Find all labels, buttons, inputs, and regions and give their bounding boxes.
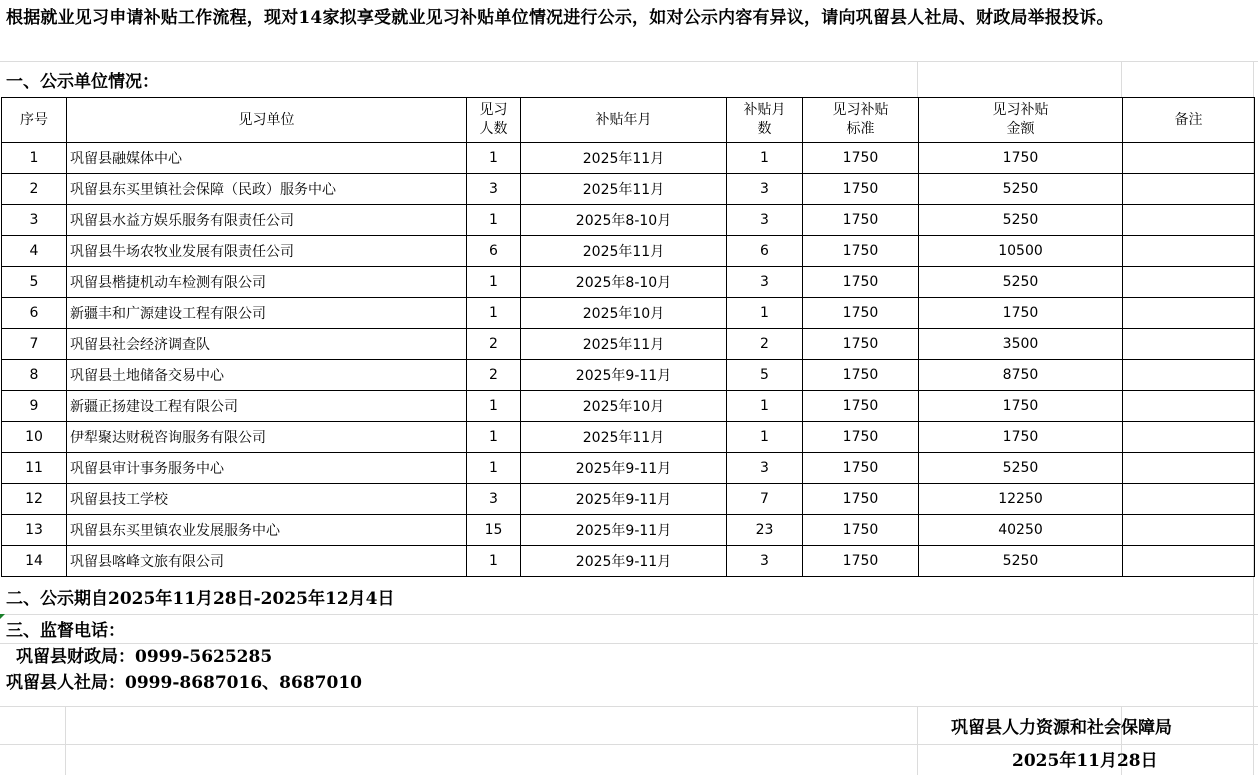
cell-standard: 1750 xyxy=(803,453,919,484)
table-row xyxy=(2,329,1255,360)
signature-date: 2025年11月28日 xyxy=(1012,751,1158,771)
cell-standard: 1750 xyxy=(803,546,919,577)
cell-remarks xyxy=(1123,205,1255,236)
cell-standard: 1750 xyxy=(803,329,919,360)
cell-remarks xyxy=(1123,329,1255,360)
cell-remarks xyxy=(1123,236,1255,267)
gridline xyxy=(65,706,66,775)
cell-amount: 5250 xyxy=(919,205,1123,236)
gridline xyxy=(917,706,918,775)
table-row xyxy=(2,453,1255,484)
col-header-unit: 见习单位 xyxy=(67,98,467,143)
table-body xyxy=(2,143,1255,577)
cell-months: 5 xyxy=(727,360,803,391)
cell-months: 6 xyxy=(727,236,803,267)
table-row xyxy=(2,236,1255,267)
cell-amount: 10500 xyxy=(919,236,1123,267)
cell-amount: 5250 xyxy=(919,174,1123,205)
cell-remarks xyxy=(1123,391,1255,422)
cell-amount: 5250 xyxy=(919,453,1123,484)
cell-period: 2025年9-11月 xyxy=(521,515,727,546)
cell-remarks xyxy=(1123,515,1255,546)
cell-months: 1 xyxy=(727,298,803,329)
cell-index: 10 xyxy=(2,422,67,453)
cell-trainees: 2 xyxy=(467,329,521,360)
section-2-period: 二、公示期自2025年11月28日-2025年12月4日 xyxy=(6,589,395,609)
cell-amount: 1750 xyxy=(919,143,1123,174)
cell-months: 7 xyxy=(727,484,803,515)
cell-comment-marker xyxy=(0,614,5,619)
table-row xyxy=(2,484,1255,515)
cell-period: 2025年8-10月 xyxy=(521,205,727,236)
intro-paragraph: 根据就业见习申请补贴工作流程，现对14家拟享受就业见习补贴单位情况进行公示，如对公示内容有异议，请向巩留县人社局、财政局举报投诉。 xyxy=(6,8,1114,28)
cell-months: 3 xyxy=(727,546,803,577)
cell-unit: 巩留县水益方娱乐服务有限责任公司 xyxy=(67,205,467,236)
table-row xyxy=(2,174,1255,205)
cell-remarks xyxy=(1123,174,1255,205)
col-header-standard: 见习补贴标准 xyxy=(803,98,919,143)
cell-remarks xyxy=(1123,360,1255,391)
table-row xyxy=(2,391,1255,422)
table-row xyxy=(2,267,1255,298)
phone-finance-bureau: 巩留县财政局：0999-5625285 xyxy=(16,647,273,667)
cell-standard: 1750 xyxy=(803,174,919,205)
cell-trainees: 1 xyxy=(467,546,521,577)
cell-unit: 伊犁聚达财税咨询服务有限公司 xyxy=(67,422,467,453)
table-row xyxy=(2,143,1255,174)
cell-standard: 1750 xyxy=(803,422,919,453)
cell-period: 2025年11月 xyxy=(521,143,727,174)
cell-months: 3 xyxy=(727,453,803,484)
cell-months: 1 xyxy=(727,143,803,174)
table-row xyxy=(2,205,1255,236)
cell-amount: 5250 xyxy=(919,546,1123,577)
cell-trainees: 1 xyxy=(467,298,521,329)
cell-index: 2 xyxy=(2,174,67,205)
cell-remarks xyxy=(1123,267,1255,298)
table-row xyxy=(2,360,1255,391)
cell-period: 2025年11月 xyxy=(521,174,727,205)
cell-trainees: 1 xyxy=(467,205,521,236)
cell-amount: 12250 xyxy=(919,484,1123,515)
cell-standard: 1750 xyxy=(803,484,919,515)
cell-unit: 巩留县融媒体中心 xyxy=(67,143,467,174)
cell-remarks xyxy=(1123,484,1255,515)
cell-period: 2025年11月 xyxy=(521,329,727,360)
cell-index: 14 xyxy=(2,546,67,577)
table-row xyxy=(2,298,1255,329)
cell-trainees: 15 xyxy=(467,515,521,546)
cell-amount: 40250 xyxy=(919,515,1123,546)
cell-remarks xyxy=(1123,546,1255,577)
signature-organization: 巩留县人力资源和社会保障局 xyxy=(951,718,1172,738)
cell-index: 9 xyxy=(2,391,67,422)
cell-index: 5 xyxy=(2,267,67,298)
table-header-row xyxy=(2,98,1255,143)
col-header-months: 补贴月数 xyxy=(727,98,803,143)
cell-standard: 1750 xyxy=(803,391,919,422)
col-header-remarks: 备注 xyxy=(1123,98,1255,143)
cell-period: 2025年9-11月 xyxy=(521,453,727,484)
cell-standard: 1750 xyxy=(803,205,919,236)
cell-trainees: 6 xyxy=(467,236,521,267)
table-row xyxy=(2,422,1255,453)
cell-period: 2025年9-11月 xyxy=(521,360,727,391)
cell-index: 11 xyxy=(2,453,67,484)
cell-period: 2025年11月 xyxy=(521,236,727,267)
cell-standard: 1750 xyxy=(803,515,919,546)
table-row xyxy=(2,546,1255,577)
cell-standard: 1750 xyxy=(803,143,919,174)
gridline xyxy=(0,706,1258,707)
cell-trainees: 1 xyxy=(467,422,521,453)
cell-amount: 8750 xyxy=(919,360,1123,391)
phone-hr-bureau: 巩留县人社局：0999-8687016、8687010 xyxy=(6,673,362,693)
cell-remarks xyxy=(1123,298,1255,329)
cell-trainees: 2 xyxy=(467,360,521,391)
cell-amount: 1750 xyxy=(919,391,1123,422)
cell-trainees: 3 xyxy=(467,484,521,515)
cell-index: 3 xyxy=(2,205,67,236)
cell-unit: 巩留县喀峰文旅有限公司 xyxy=(67,546,467,577)
cell-index: 1 xyxy=(2,143,67,174)
cell-amount: 1750 xyxy=(919,298,1123,329)
cell-amount: 3500 xyxy=(919,329,1123,360)
cell-months: 2 xyxy=(727,329,803,360)
cell-unit: 巩留县牛场农牧业发展有限责任公司 xyxy=(67,236,467,267)
cell-period: 2025年11月 xyxy=(521,422,727,453)
cell-period: 2025年8-10月 xyxy=(521,267,727,298)
section-3-title: 三、监督电话： xyxy=(6,621,125,641)
cell-period: 2025年9-11月 xyxy=(521,546,727,577)
cell-months: 1 xyxy=(727,422,803,453)
subsidy-table xyxy=(1,97,1255,577)
cell-months: 1 xyxy=(727,391,803,422)
col-header-index: 序号 xyxy=(2,98,67,143)
cell-unit: 巩留县土地储备交易中心 xyxy=(67,360,467,391)
cell-index: 4 xyxy=(2,236,67,267)
cell-index: 13 xyxy=(2,515,67,546)
col-header-period: 补贴年月 xyxy=(521,98,727,143)
section-1-title: 一、公示单位情况： xyxy=(6,72,159,92)
cell-period: 2025年10月 xyxy=(521,298,727,329)
gridline xyxy=(0,614,1258,615)
cell-period: 2025年10月 xyxy=(521,391,727,422)
cell-months: 23 xyxy=(727,515,803,546)
cell-months: 3 xyxy=(727,205,803,236)
table-row xyxy=(2,515,1255,546)
cell-unit: 巩留县东买里镇农业发展服务中心 xyxy=(67,515,467,546)
cell-unit: 巩留县技工学校 xyxy=(67,484,467,515)
gridline xyxy=(1121,61,1122,97)
gridline xyxy=(0,744,1258,745)
gridline xyxy=(0,643,1258,644)
cell-trainees: 1 xyxy=(467,143,521,174)
cell-unit: 新疆丰和广源建设工程有限公司 xyxy=(67,298,467,329)
cell-amount: 1750 xyxy=(919,422,1123,453)
col-header-trainees: 见习人数 xyxy=(467,98,521,143)
cell-standard: 1750 xyxy=(803,267,919,298)
cell-months: 3 xyxy=(727,174,803,205)
cell-period: 2025年9-11月 xyxy=(521,484,727,515)
cell-index: 7 xyxy=(2,329,67,360)
cell-index: 8 xyxy=(2,360,67,391)
cell-unit: 巩留县社会经济调查队 xyxy=(67,329,467,360)
cell-remarks xyxy=(1123,422,1255,453)
cell-standard: 1750 xyxy=(803,360,919,391)
cell-unit: 巩留县审计事务服务中心 xyxy=(67,453,467,484)
cell-trainees: 1 xyxy=(467,391,521,422)
col-header-amount: 见习补贴金额 xyxy=(919,98,1123,143)
cell-trainees: 1 xyxy=(467,267,521,298)
cell-unit: 新疆正扬建设工程有限公司 xyxy=(67,391,467,422)
cell-index: 6 xyxy=(2,298,67,329)
cell-standard: 1750 xyxy=(803,298,919,329)
cell-unit: 巩留县楷捷机动车检测有限公司 xyxy=(67,267,467,298)
cell-index: 12 xyxy=(2,484,67,515)
gridline xyxy=(917,61,918,97)
gridline xyxy=(0,61,1258,62)
cell-trainees: 1 xyxy=(467,453,521,484)
cell-amount: 5250 xyxy=(919,267,1123,298)
cell-remarks xyxy=(1123,453,1255,484)
cell-months: 3 xyxy=(727,267,803,298)
cell-remarks xyxy=(1123,143,1255,174)
cell-standard: 1750 xyxy=(803,236,919,267)
cell-trainees: 3 xyxy=(467,174,521,205)
cell-unit: 巩留县东买里镇社会保障（民政）服务中心 xyxy=(67,174,467,205)
